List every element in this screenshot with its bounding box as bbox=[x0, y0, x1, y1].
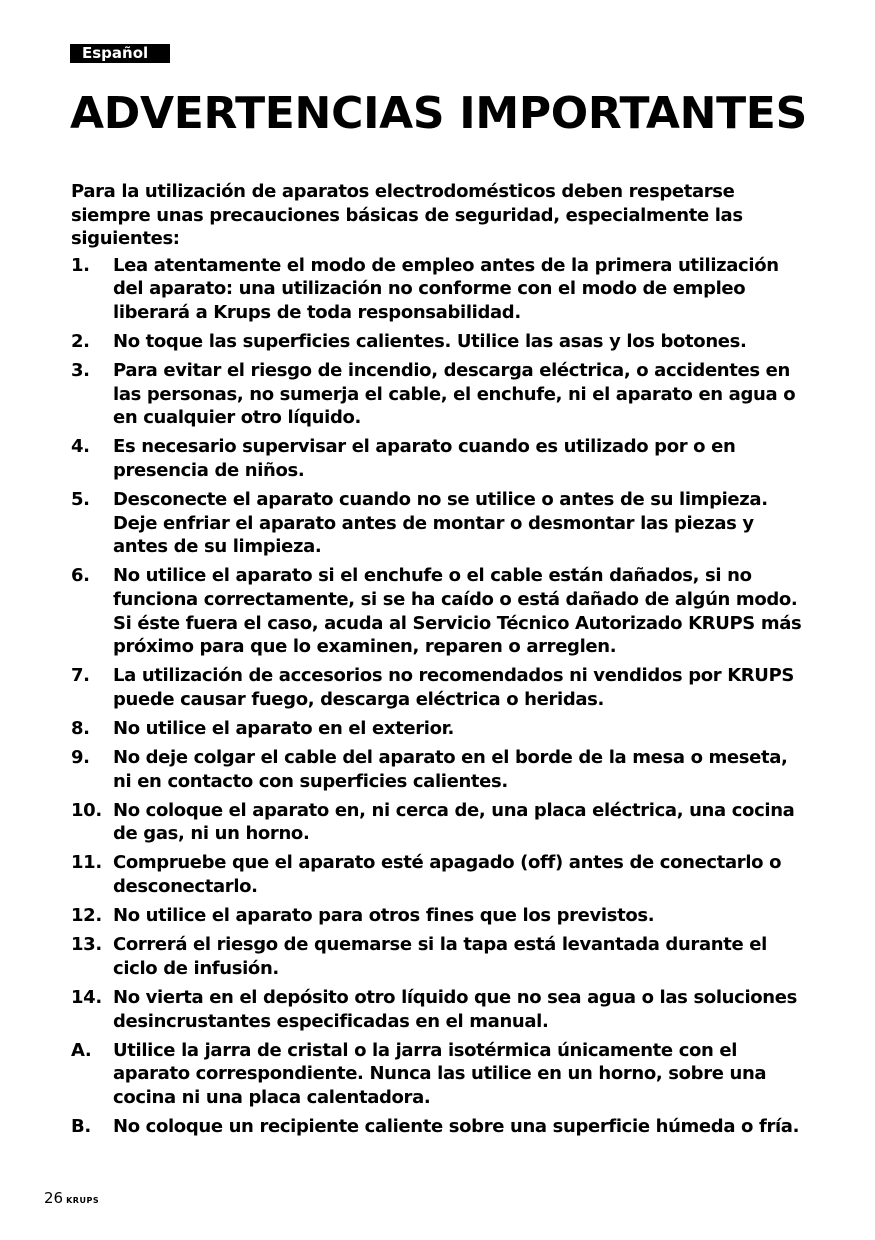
warning-number: A. bbox=[71, 1039, 92, 1061]
warning-item bbox=[71, 359, 806, 430]
warning-text: No coloque el aparato en, ni cerca de, una placa eléctrica, una cocina de gas, ni un horno. bbox=[113, 799, 795, 845]
warning-item bbox=[71, 435, 806, 482]
warning-number: 9. bbox=[71, 747, 90, 769]
warning-text: Compruebe que el aparato esté apagado (off) antes de conectarlo o desconectarlo. bbox=[113, 852, 782, 898]
brand-logo: KRUPS bbox=[66, 1196, 100, 1205]
warning-item bbox=[71, 799, 806, 846]
warning-item bbox=[71, 717, 806, 741]
intro-paragraph: Para la utilización de aparatos electrodomésticos deben respetarse siempre unas precauciones básicas de seguridad, especialmente las siguientes: bbox=[71, 181, 743, 250]
warning-item bbox=[71, 488, 806, 559]
warning-number: 10. bbox=[71, 799, 102, 821]
warning-text: No vierta en el depósito otro líquido que no sea agua o las soluciones desincrustantes especificadas en el manual. bbox=[113, 986, 797, 1032]
warning-item bbox=[71, 986, 806, 1033]
language-tab: Español bbox=[70, 44, 170, 63]
warning-number: 4. bbox=[71, 436, 90, 458]
page-number: 26 bbox=[44, 1189, 64, 1207]
warning-text: Correrá el riesgo de quemarse si la tapa está levantada durante el ciclo de infusión. bbox=[113, 934, 767, 979]
warning-text: La utilización de accesorios no recomendados ni vendidos por KRUPS puede causar fuego, descarga eléctrica o heridas. bbox=[113, 665, 795, 710]
warnings-section bbox=[71, 180, 806, 1144]
warning-item bbox=[71, 851, 806, 898]
warning-number: 5. bbox=[71, 489, 90, 511]
warning-text: No deje colgar el cable del aparato en el borde de la mesa o meseta, ni en contacto con superficies calientes. bbox=[113, 747, 788, 792]
warning-text: No utilice el aparato en el exterior. bbox=[113, 717, 455, 739]
warning-number: 14. bbox=[71, 986, 102, 1008]
page-footer bbox=[44, 1188, 99, 1207]
warning-number: 6. bbox=[71, 565, 90, 587]
warning-item bbox=[71, 664, 806, 711]
warning-number: 1. bbox=[71, 254, 90, 276]
warning-number: B. bbox=[71, 1115, 91, 1137]
warning-item bbox=[71, 564, 806, 658]
warning-item bbox=[71, 330, 806, 354]
warning-text: No toque las superficies calientes. Utilice las asas y los botones. bbox=[113, 331, 747, 353]
warning-number: 12. bbox=[71, 905, 102, 927]
warning-text: Para evitar el riesgo de incendio, descarga eléctrica, o accidentes en las personas, no sumerja el cable, el enchufe, ni el aparato en agua o en cualquier otro líquido. bbox=[113, 360, 796, 429]
warning-text: Lea atentamente el modo de empleo antes de la primera utilización del aparato: una utilización no conforme con el modo de empleo liberará a Krups de toda responsabilidad. bbox=[113, 254, 779, 323]
page-title: ADVERTENCIAS IMPORTANTES bbox=[70, 88, 807, 139]
warning-number: 8. bbox=[71, 717, 90, 739]
warning-text: Es necesario supervisar el aparato cuando es utilizado por o en presencia de niños. bbox=[113, 436, 736, 482]
warning-text: No utilice el aparato si el enchufe o el cable están dañados, si no funciona correctamente, si se ha caído o está dañado de algún modo. Si éste fuera el caso, acuda al Servicio Técnico Autorizado KRUPS más próximo para que lo examinen, reparen o arreglen. bbox=[113, 565, 802, 658]
warning-number: 13. bbox=[71, 934, 102, 956]
warning-number: 7. bbox=[71, 665, 90, 687]
warning-item bbox=[71, 254, 806, 325]
warning-item bbox=[71, 933, 806, 980]
warning-text: No utilice el aparato para otros fines que los previstos. bbox=[113, 905, 655, 927]
warning-item bbox=[71, 904, 806, 928]
warning-text: No coloque un recipiente caliente sobre una superficie húmeda o fría. bbox=[113, 1115, 800, 1137]
warning-number: 3. bbox=[71, 360, 90, 382]
warning-item bbox=[71, 1039, 806, 1110]
warnings-list bbox=[71, 254, 806, 1139]
warning-text: Utilice la jarra de cristal o la jarra isotérmica únicamente con el aparato correspondiente. Nunca las utilice en un horno, sobre una cocina ni una placa calentadora. bbox=[113, 1039, 767, 1108]
warning-item bbox=[71, 746, 806, 793]
warning-item bbox=[71, 1115, 806, 1139]
warning-text: Desconecte el aparato cuando no se utilice o antes de su limpieza. Deje enfriar el aparato antes de montar o desmontar las piezas y antes de su limpieza. bbox=[113, 489, 768, 558]
warning-number: 2. bbox=[71, 331, 90, 353]
warning-number: 11. bbox=[71, 852, 102, 874]
